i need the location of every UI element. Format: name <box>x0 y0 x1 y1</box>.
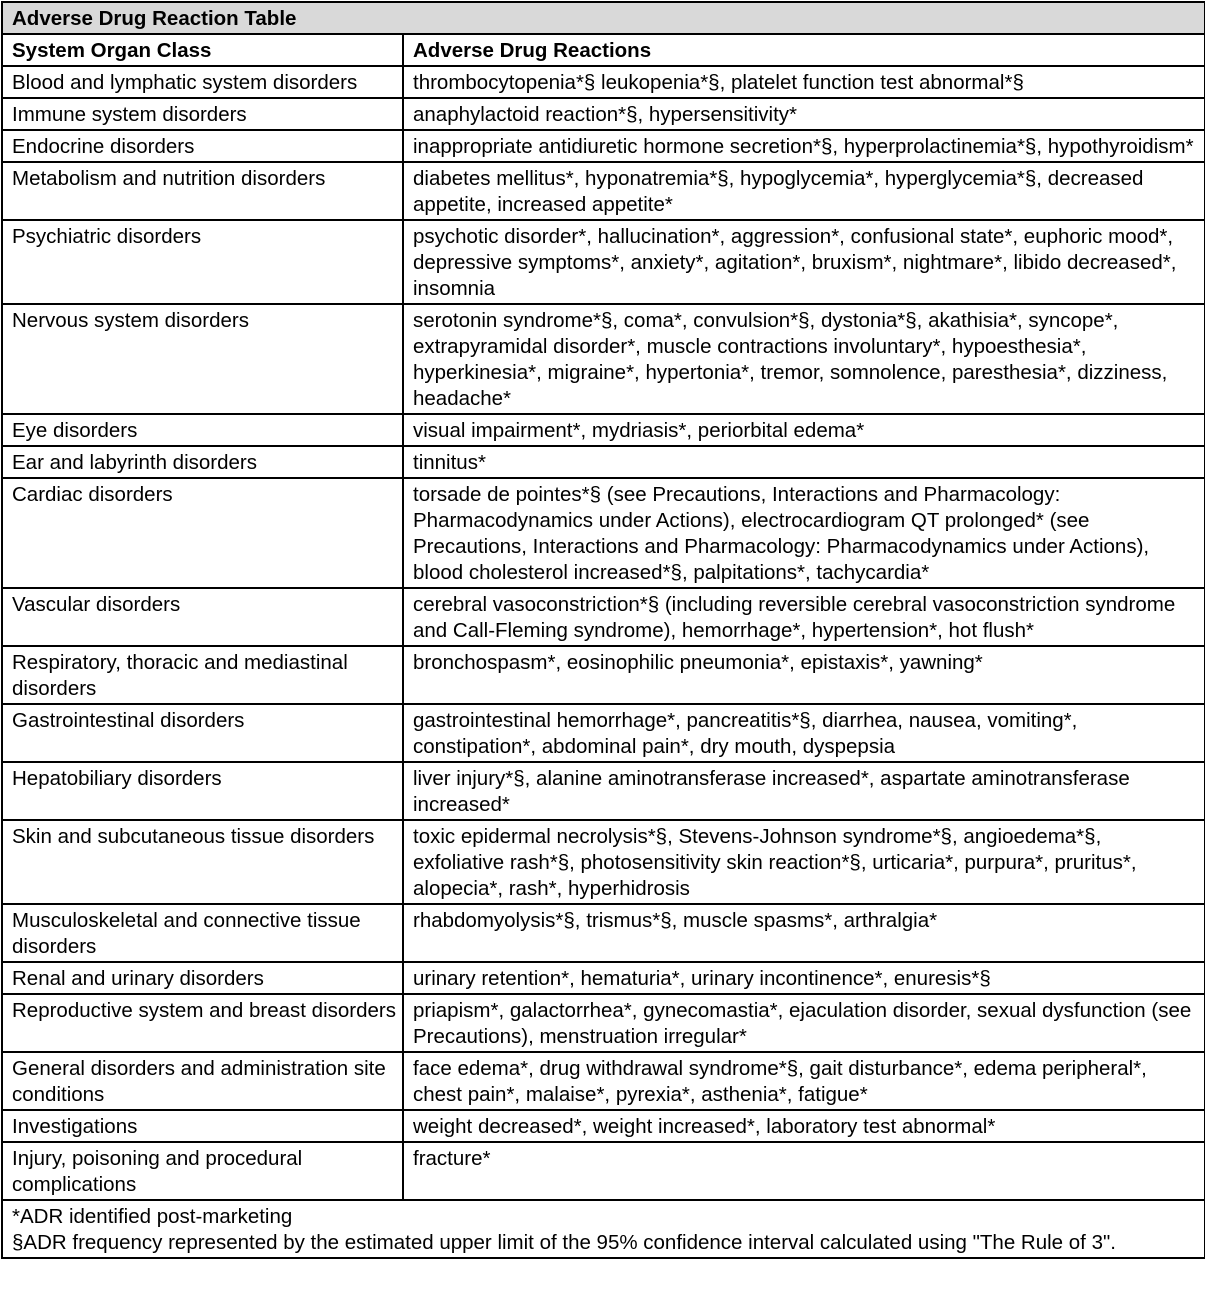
system-organ-class-cell: General disorders and administration site conditions <box>2 1052 403 1110</box>
adverse-reactions-cell: face edema*, drug withdrawal syndrome*§, gait disturbance*, edema peripheral*, chest pain*, malaise*, pyrexia*, asthenia*, fatigue* <box>403 1052 1205 1110</box>
adverse-reactions-cell: tinnitus* <box>403 446 1205 478</box>
column-header-soc: System Organ Class <box>2 34 403 66</box>
table-row <box>2 994 1205 1052</box>
adverse-reactions-cell: fracture* <box>403 1142 1205 1200</box>
system-organ-class-cell: Renal and urinary disorders <box>2 962 403 994</box>
footnote-row <box>2 1200 1205 1258</box>
table-row <box>2 904 1205 962</box>
system-organ-class-cell: Skin and subcutaneous tissue disorders <box>2 820 403 904</box>
footnote-post-marketing: *ADR identified post-marketing <box>12 1205 293 1228</box>
system-organ-class-cell: Hepatobiliary disorders <box>2 762 403 820</box>
system-organ-class-cell: Vascular disorders <box>2 588 403 646</box>
table-row <box>2 130 1205 162</box>
adverse-reactions-cell: urinary retention*, hematuria*, urinary incontinence*, enuresis*§ <box>403 962 1205 994</box>
table-row <box>2 162 1205 220</box>
table-header-row <box>2 34 1205 66</box>
adverse-drug-reaction-table <box>1 1 1205 1259</box>
footnote-rule-of-3: §ADR frequency represented by the estimated upper limit of the 95% confidence interval calculated using "The Rule of 3". <box>12 1231 1116 1254</box>
adverse-reactions-cell: visual impairment*, mydriasis*, periorbital edema* <box>403 414 1205 446</box>
adverse-reactions-cell: serotonin syndrome*§, coma*, convulsion*§, dystonia*§, akathisia*, syncope*, extrapyramidal disorder*, muscle contractions involuntary*, hypoesthesia*, hyperkinesia*, migraine*, hypertonia*, tremor, somnolence, paresthesia*, dizziness, headache* <box>403 304 1205 414</box>
table-row <box>2 1110 1205 1142</box>
adverse-reactions-cell: weight decreased*, weight increased*, laboratory test abnormal* <box>403 1110 1205 1142</box>
table-row <box>2 962 1205 994</box>
system-organ-class-cell: Reproductive system and breast disorders <box>2 994 403 1052</box>
system-organ-class-cell: Injury, poisoning and procedural complications <box>2 1142 403 1200</box>
system-organ-class-cell: Endocrine disorders <box>2 130 403 162</box>
adverse-reactions-cell: thrombocytopenia*§ leukopenia*§, platelet function test abnormal*§ <box>403 66 1205 98</box>
system-organ-class-cell: Ear and labyrinth disorders <box>2 446 403 478</box>
system-organ-class-cell: Nervous system disorders <box>2 304 403 414</box>
adverse-reactions-cell: priapism*, galactorrhea*, gynecomastia*, ejaculation disorder, sexual dysfunction (see Precautions), menstruation irregular* <box>403 994 1205 1052</box>
adverse-reactions-cell: diabetes mellitus*, hyponatremia*§, hypoglycemia*, hyperglycemia*§, decreased appetite, increased appetite* <box>403 162 1205 220</box>
column-header-adr: Adverse Drug Reactions <box>403 34 1205 66</box>
table-row <box>2 304 1205 414</box>
system-organ-class-cell: Cardiac disorders <box>2 478 403 588</box>
system-organ-class-cell: Blood and lymphatic system disorders <box>2 66 403 98</box>
system-organ-class-cell: Immune system disorders <box>2 98 403 130</box>
adverse-reactions-cell: anaphylactoid reaction*§, hypersensitivity* <box>403 98 1205 130</box>
table-row <box>2 414 1205 446</box>
table-title-row <box>2 2 1205 34</box>
table-row <box>2 762 1205 820</box>
table-row <box>2 820 1205 904</box>
table-row <box>2 66 1205 98</box>
table-row <box>2 646 1205 704</box>
table-title: Adverse Drug Reaction Table <box>2 2 1205 34</box>
system-organ-class-cell: Eye disorders <box>2 414 403 446</box>
table-row <box>2 220 1205 304</box>
adverse-reactions-cell: toxic epidermal necrolysis*§, Stevens-Johnson syndrome*§, angioedema*§, exfoliative rash*§, photosensitivity skin reaction*§, urticaria*, purpura*, pruritus*, alopecia*, rash*, hyperhidrosis <box>403 820 1205 904</box>
system-organ-class-cell: Investigations <box>2 1110 403 1142</box>
table-row <box>2 98 1205 130</box>
footnotes <box>2 1200 1205 1258</box>
adverse-reactions-cell: liver injury*§, alanine aminotransferase increased*, aspartate aminotransferase increased* <box>403 762 1205 820</box>
system-organ-class-cell: Psychiatric disorders <box>2 220 403 304</box>
adverse-reactions-cell: bronchospasm*, eosinophilic pneumonia*, epistaxis*, yawning* <box>403 646 1205 704</box>
adverse-reactions-cell: inappropriate antidiuretic hormone secretion*§, hyperprolactinemia*§, hypothyroidism* <box>403 130 1205 162</box>
adverse-reactions-cell: gastrointestinal hemorrhage*, pancreatitis*§, diarrhea, nausea, vomiting*, constipation*, abdominal pain*, dry mouth, dyspepsia <box>403 704 1205 762</box>
table-row <box>2 588 1205 646</box>
adverse-reactions-cell: torsade de pointes*§ (see Precautions, Interactions and Pharmacology: Pharmacodynamics under Actions), electrocardiogram QT prolonged* (see Precautions, Interactions and Pharmacology: Pharmacodynamics under Actions), blood cholesterol increased*§, palpitations*, tachycardia* <box>403 478 1205 588</box>
table-row <box>2 478 1205 588</box>
adverse-reactions-cell: rhabdomyolysis*§, trismus*§, muscle spasms*, arthralgia* <box>403 904 1205 962</box>
adverse-reactions-cell: cerebral vasoconstriction*§ (including reversible cerebral vasoconstriction syndrome and Call-Fleming syndrome), hemorrhage*, hypertension*, hot flush* <box>403 588 1205 646</box>
table-row <box>2 1052 1205 1110</box>
system-organ-class-cell: Respiratory, thoracic and mediastinal disorders <box>2 646 403 704</box>
adverse-reactions-cell: psychotic disorder*, hallucination*, aggression*, confusional state*, euphoric mood*, depressive symptoms*, anxiety*, agitation*, bruxism*, nightmare*, libido decreased*, insomnia <box>403 220 1205 304</box>
table-row <box>2 446 1205 478</box>
system-organ-class-cell: Metabolism and nutrition disorders <box>2 162 403 220</box>
system-organ-class-cell: Gastrointestinal disorders <box>2 704 403 762</box>
system-organ-class-cell: Musculoskeletal and connective tissue disorders <box>2 904 403 962</box>
table-row <box>2 704 1205 762</box>
table-row <box>2 1142 1205 1200</box>
